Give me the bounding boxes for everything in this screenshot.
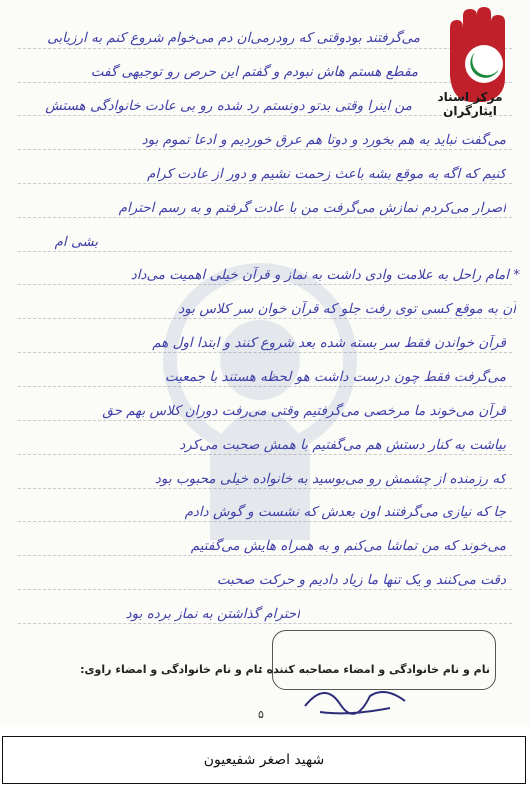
- handwritten-line: کنیم که اگه به موقع بشه باعث زحمت نشیم و دور از عادت کرام: [147, 166, 506, 182]
- handwritten-line: بشی ام: [54, 234, 98, 250]
- handwritten-line: بیاشت به کنار دستش هم می‌گفتیم با همش صحبت می‌کرد: [179, 437, 506, 453]
- handwritten-line: اصرار می‌کردم نمازش می‌گرفت من با عادت گرفتم و به رسم احترام: [118, 200, 506, 216]
- handwritten-line: دقت می‌کنند و یک تنها ما زیاد دادیم و حرکت صحبت: [216, 572, 506, 588]
- ruled-line: [18, 149, 512, 150]
- ruled-line: [18, 217, 512, 218]
- handwritten-line: می‌گفت نباید به هم بخورد و دوتا هم عرق خوردیم و ادعا تموم بود: [141, 132, 506, 148]
- logo-label: مرکز اسناد ایثارگران: [437, 90, 503, 118]
- handwritten-line: می‌خوند که من تماشا می‌کنم و به همراه هایش می‌گفتیم: [190, 538, 506, 554]
- martyr-name: شهید اصغر شفیعیون: [203, 752, 325, 768]
- ruled-line: [18, 589, 512, 590]
- handwritten-line: می‌گرفت فقط چون درست داشت هو لحظه هستند با جمعیت: [165, 369, 506, 385]
- handwritten-line: * امام راحل به علامت وادی داشت به نماز و قرآن خیلی اهمیت می‌داد: [130, 267, 520, 283]
- caption-box: [2, 736, 526, 784]
- handwritten-line: می‌گرفتند بودوقتی که رودرمی‌ان دم می‌خوام شروع کنم به ارزیابی: [47, 30, 420, 46]
- page-number: ۵: [258, 708, 264, 721]
- handwritten-line: قرآن خواندن فقط سر بسته شده بعد شروع کنند و ابتدا اول هم: [152, 335, 506, 351]
- handwritten-line: قرآن می‌خوند ما مرخصی می‌گرفتیم وقتی می‌رفت دوران کلاس بهم حق: [102, 403, 506, 419]
- handwritten-line: احترام گذاشتن به نماز برده بود: [125, 606, 300, 622]
- ruled-line: [18, 623, 512, 624]
- handwritten-line: که رزمنده از چشمش رو می‌بوسید به خانواده خیلی محبوب بود: [154, 471, 506, 487]
- interviewer-signature-label: نام و نام خانوادگی و امضاء مصاحبه کننده :: [258, 663, 490, 676]
- narrator-signature-label: نام و نام خانوادگی و امضاء راوی:: [80, 663, 262, 676]
- signature-scribble-icon: [300, 676, 410, 718]
- handwritten-line: جا که نیازی می‌گرفتند اون بعدش که نشست و گوش دادم: [184, 504, 506, 520]
- ruled-line: [18, 555, 512, 556]
- handwritten-line: من اینرا وقتی بدتو دونستم رد شده رو بی عادت خانوادگی هستش: [45, 98, 412, 114]
- handwritten-line: مقطع هستم هاش نبودم و گفتم این حرص رو توجیهی گفت: [90, 64, 418, 80]
- handwritten-line: آن به موقع کسی توی رفت جلو که قرآن خوان سر کلاس بود: [178, 301, 516, 317]
- ruled-line: [18, 183, 512, 184]
